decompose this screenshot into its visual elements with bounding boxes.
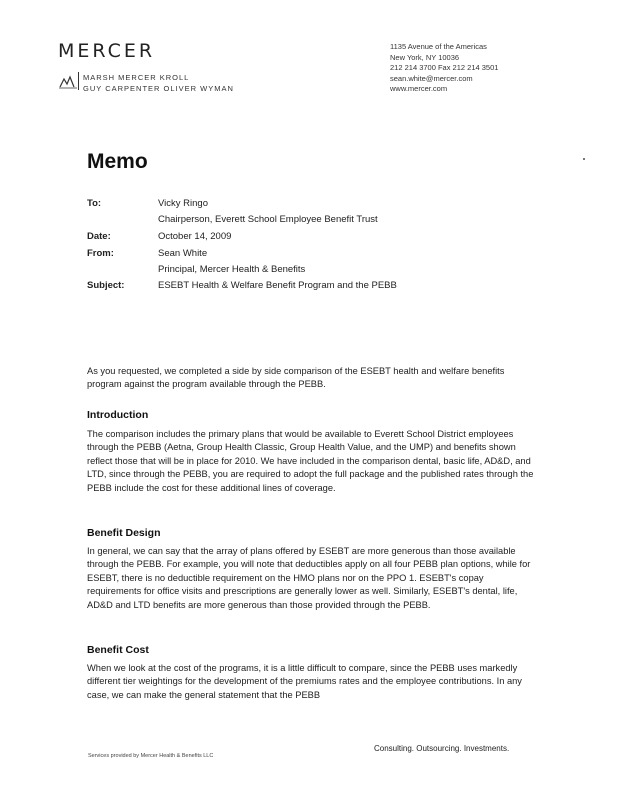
mmc-logo-icon (58, 72, 79, 90)
subject-label: Subject: (87, 280, 125, 291)
section-heading-benefit-cost: Benefit Cost (87, 644, 149, 656)
to-label: To: (87, 198, 102, 209)
footer-services-note: Services provided by Mercer Health & Benefits LLC (88, 753, 214, 759)
section-text-benefit-design: In general, we can say that the array of plans offered by ESEBT are more generous than those available through the PEBB. For example, you will note that deductibles apply on all four PEBB plan options, while for ESEBT, there is no deductible requirement on the HMO plans nor on the PPO 1. ESEBT's copay requirements for office visits and prescriptions are generally lower as well. Similarly, ESEBT's dental, life, AD&D and LTD benefits are more generous than those provided through the PEBB. (87, 546, 531, 610)
address-line: New York, NY 10036 (390, 52, 460, 62)
scan-mark (583, 158, 585, 160)
to-title: Chairperson, Everett School Employee Benefit Trust (158, 214, 378, 225)
from-title: Principal, Mercer Health & Benefits (158, 264, 306, 275)
section-text-introduction: The comparison includes the primary plans that would be available to Everett School District employees through the PEBB (Aetna, Group Health Classic, Group Health Value, and the UMP) and benefits shown reflect those that will be in place for 2010. We have included in the comparison dental, basic life, AD&D, and LTD, since through the PEBB, you are required to adopt the full package and the published rates through the PEBB include the cost for these additional lines of coverage. (87, 429, 534, 493)
section-text-benefit-cost: When we look at the cost of the programs, it is a little difficult to compare, since the PEBB uses markedly different tier weightings for the development of the premiums rates and the employee contributions. In any case, we can make the general statement that the PEBB (87, 663, 522, 700)
intro-paragraph: As you requested, we completed a side by side comparison of the ESEBT health and welfare benefits program against the program available through the PEBB. (87, 366, 505, 390)
memo-date: October 14, 2009 (158, 231, 232, 242)
address-line: 1135 Avenue of the Americas (390, 42, 487, 51)
to-name: Vicky Ringo (158, 198, 208, 209)
memo-subject: ESEBT Health & Welfare Benefit Program and the PEBB (158, 280, 397, 291)
sender-address (390, 42, 498, 95)
section-heading-benefit-design: Benefit Design (87, 527, 161, 539)
mmc-companies-line1: MARSH MERCER KROLL (83, 73, 190, 82)
mmc-companies-line2: GUY CARPENTER OLIVER WYMAN (83, 84, 234, 93)
memo-title: Memo (87, 150, 148, 173)
website-link[interactable]: www.mercer.com (390, 84, 448, 93)
footer-tagline: Consulting. Outsourcing. Investments. (374, 744, 510, 753)
mercer-logo: MERCER (58, 40, 156, 62)
email-link[interactable]: sean.white@mercer.com (390, 73, 473, 83)
from-label: From: (87, 248, 114, 259)
section-heading-introduction: Introduction (87, 409, 149, 421)
date-label: Date: (87, 231, 111, 242)
from-name: Sean White (158, 248, 208, 259)
address-line: 212 214 3700 Fax 212 214 3501 (390, 63, 499, 72)
